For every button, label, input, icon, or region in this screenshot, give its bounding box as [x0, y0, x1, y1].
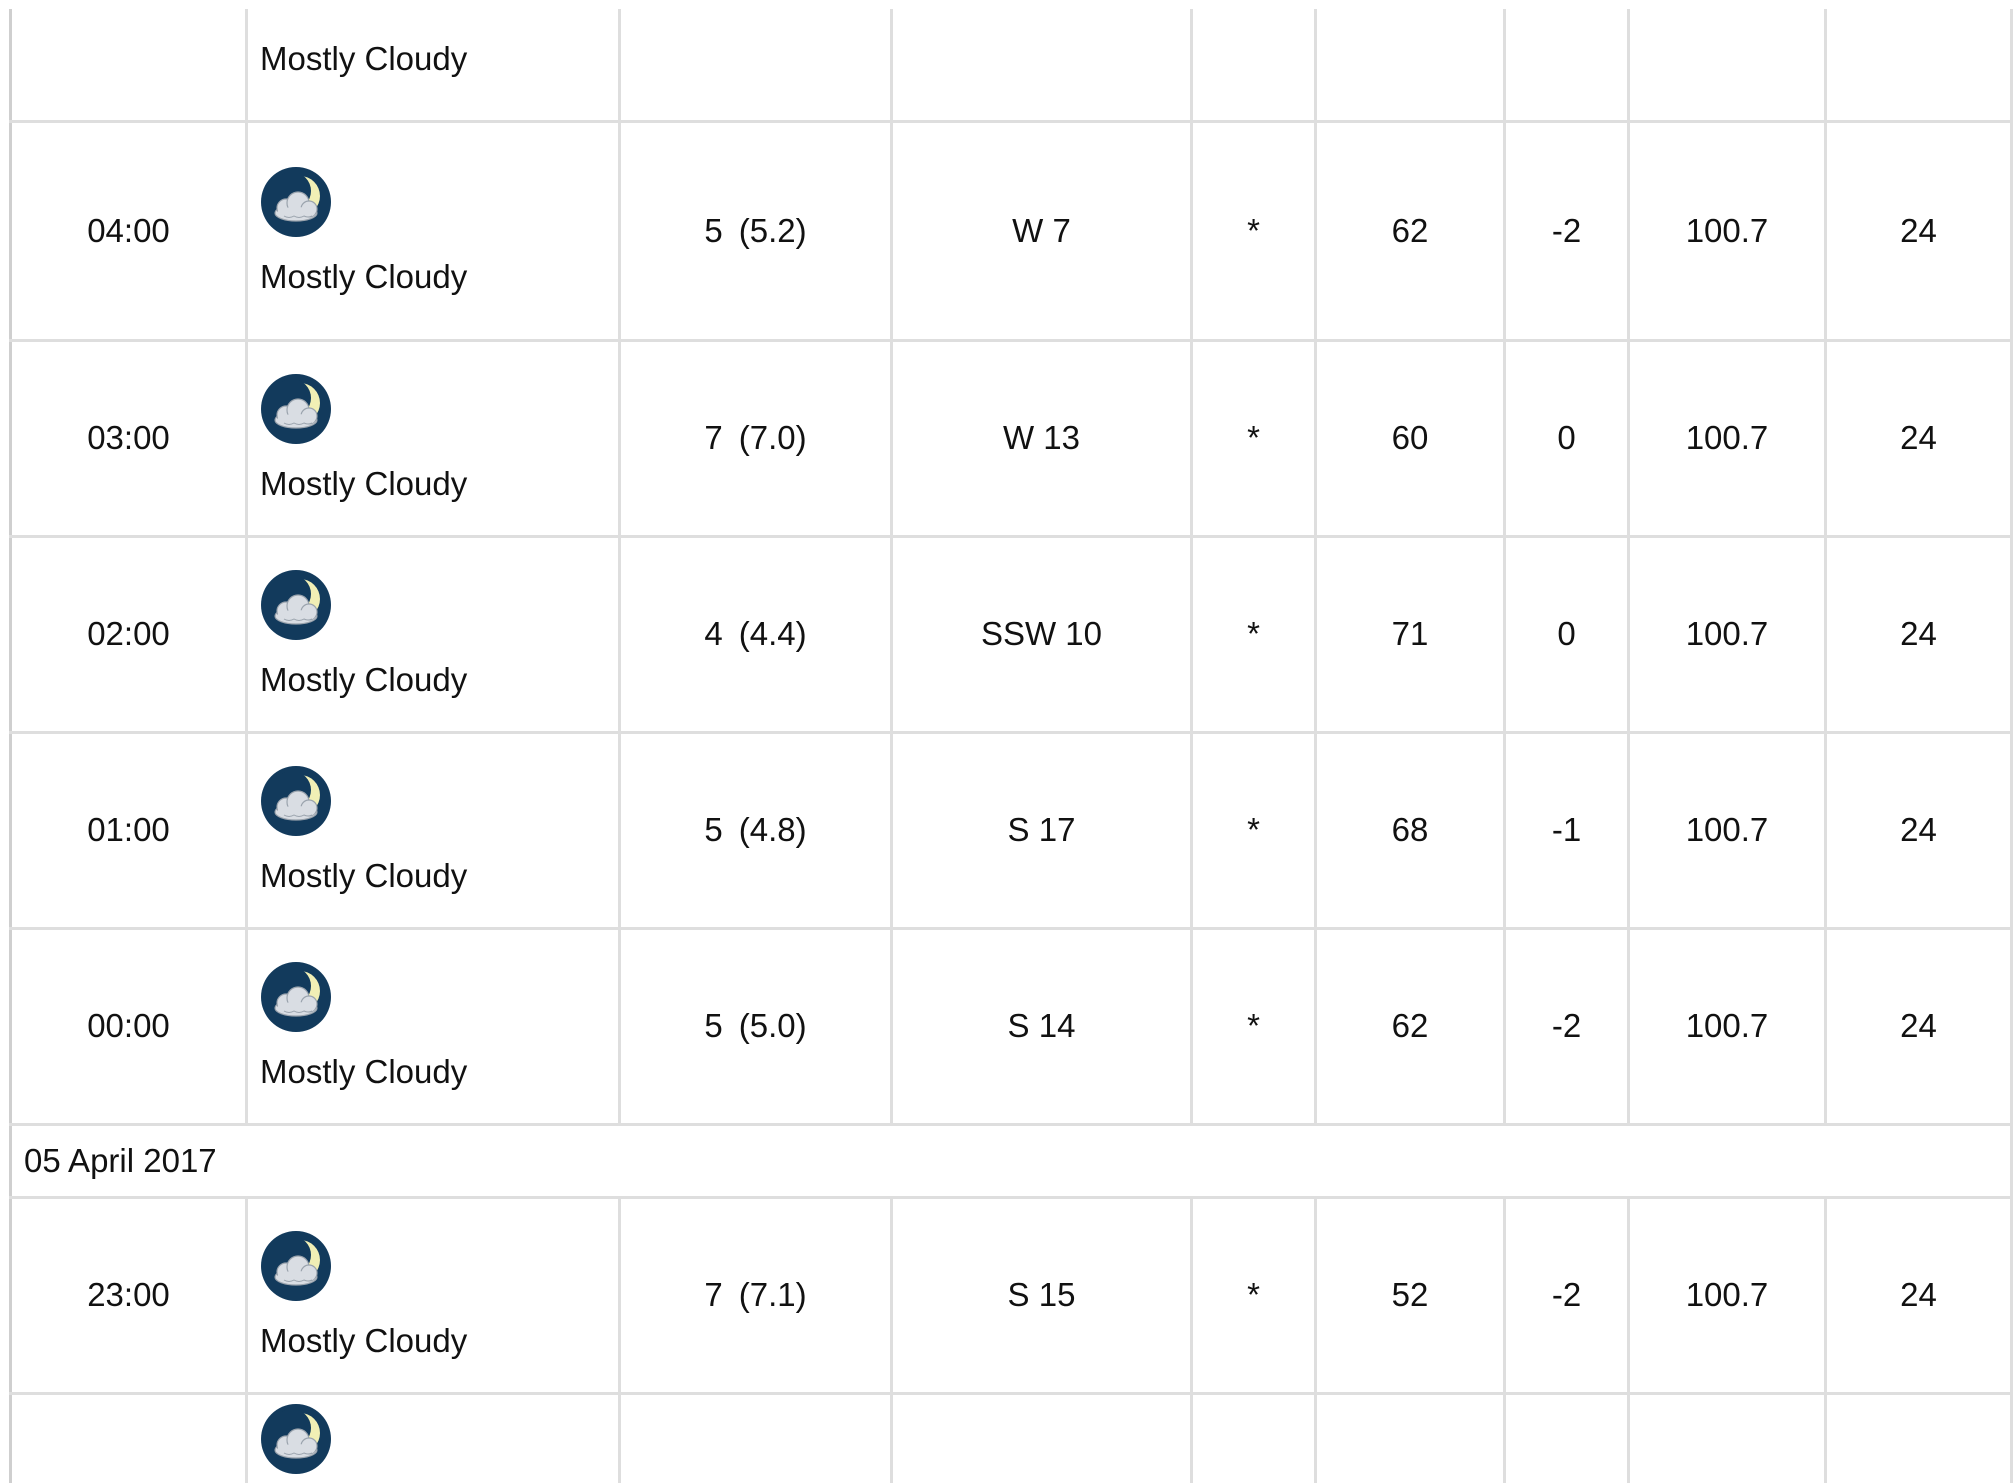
time-cell: 03:00 [11, 340, 247, 536]
visibility-cell: 24 [1826, 121, 2012, 340]
feels-like-value: (7.0) [738, 419, 807, 456]
moon-behind-cloud-icon [260, 961, 332, 1033]
humidity-cell: 62 [1316, 121, 1505, 340]
moon-behind-cloud-icon [260, 1230, 332, 1302]
condition-cell [247, 928, 620, 1124]
dew-point-cell: -2 [1505, 928, 1629, 1124]
precip-cell [1192, 9, 1316, 121]
wind-cell: W 13 [892, 340, 1192, 536]
time-cell: 00:00 [11, 928, 247, 1124]
date-header-row [11, 1124, 2012, 1197]
hourly-weather-table [9, 9, 2013, 1483]
table-row [11, 340, 2012, 536]
dew-point-cell: -1 [1505, 732, 1629, 928]
pressure-cell [1629, 9, 1826, 121]
table-row [11, 9, 2012, 121]
feels-like-value: (4.8) [738, 811, 807, 848]
wind-cell [892, 1393, 1192, 1483]
humidity-cell: 71 [1316, 536, 1505, 732]
moon-behind-cloud-icon [260, 166, 332, 238]
temperature-cell [620, 9, 892, 121]
visibility-cell: 24 [1826, 340, 2012, 536]
dew-point-cell: 0 [1505, 536, 1629, 732]
moon-behind-cloud-icon [260, 1403, 332, 1475]
condition-cell [247, 121, 620, 340]
precip-cell: * [1192, 121, 1316, 340]
moon-behind-cloud-icon [260, 765, 332, 837]
humidity-cell: 62 [1316, 928, 1505, 1124]
temperature-value: 7 [704, 1276, 723, 1313]
wind-cell: SSW 10 [892, 536, 1192, 732]
time-cell: 01:00 [11, 732, 247, 928]
visibility-cell [1826, 9, 2012, 121]
feels-like-value: (5.2) [738, 211, 807, 249]
condition-label: Mostly Cloudy [260, 1053, 468, 1090]
date-header: 05 April 2017 [11, 1124, 2012, 1197]
temperature-cell [620, 1197, 892, 1393]
precip-cell [1192, 1393, 1316, 1483]
wind-cell: W 7 [892, 121, 1192, 340]
humidity-cell [1316, 1393, 1505, 1483]
wind-cell: S 14 [892, 928, 1192, 1124]
temperature-cell [620, 732, 892, 928]
table-row [11, 121, 2012, 340]
precip-cell: * [1192, 732, 1316, 928]
pressure-cell: 100.7 [1629, 340, 1826, 536]
condition-cell [247, 1197, 620, 1393]
pressure-cell: 100.7 [1629, 1197, 1826, 1393]
condition-cell [247, 732, 620, 928]
time-cell: 04:00 [11, 121, 247, 340]
moon-behind-cloud-icon [260, 569, 332, 641]
condition-label: Mostly Cloudy [260, 39, 468, 77]
feels-like-value: (5.0) [738, 1007, 807, 1044]
precip-cell: * [1192, 928, 1316, 1124]
dew-point-cell: -2 [1505, 1197, 1629, 1393]
humidity-cell [1316, 9, 1505, 121]
time-cell: 23:00 [11, 1197, 247, 1393]
wind-cell [892, 9, 1192, 121]
visibility-cell: 24 [1826, 1197, 2012, 1393]
temperature-value: 5 [704, 811, 723, 848]
pressure-cell: 100.7 [1629, 121, 1826, 340]
temperature-cell [620, 121, 892, 340]
time-cell: 02:00 [11, 536, 247, 732]
condition-cell [247, 536, 620, 732]
humidity-cell: 68 [1316, 732, 1505, 928]
table-row [11, 536, 2012, 732]
table-row [11, 732, 2012, 928]
dew-point-cell: 0 [1505, 340, 1629, 536]
temperature-value: 5 [704, 1007, 723, 1044]
dew-point-cell [1505, 9, 1629, 121]
time-cell [11, 1393, 247, 1483]
visibility-cell [1826, 1393, 2012, 1483]
pressure-cell: 100.7 [1629, 536, 1826, 732]
precip-cell: * [1192, 340, 1316, 536]
precip-cell: * [1192, 536, 1316, 732]
dew-point-cell [1505, 1393, 1629, 1483]
temperature-value: 5 [704, 211, 723, 249]
wind-cell: S 17 [892, 732, 1192, 928]
pressure-cell: 100.7 [1629, 732, 1826, 928]
temperature-cell [620, 928, 892, 1124]
condition-cell [247, 340, 620, 536]
temperature-cell [620, 1393, 892, 1483]
table-row [11, 928, 2012, 1124]
visibility-cell: 24 [1826, 536, 2012, 732]
condition-cell [247, 1393, 620, 1483]
feels-like-value: (7.1) [738, 1276, 807, 1313]
feels-like-value: (4.4) [738, 615, 807, 652]
moon-behind-cloud-icon [260, 373, 332, 445]
condition-label: Mostly Cloudy [260, 1322, 468, 1359]
dew-point-cell: -2 [1505, 121, 1629, 340]
condition-label: Mostly Cloudy [260, 857, 468, 894]
visibility-cell: 24 [1826, 732, 2012, 928]
humidity-cell: 60 [1316, 340, 1505, 536]
temperature-cell [620, 536, 892, 732]
table-row [11, 1393, 2012, 1483]
visibility-cell: 24 [1826, 928, 2012, 1124]
condition-cell [247, 9, 620, 121]
humidity-cell: 52 [1316, 1197, 1505, 1393]
condition-label: Mostly Cloudy [260, 661, 468, 698]
temperature-value: 7 [704, 419, 723, 456]
table-row [11, 1197, 2012, 1393]
time-cell [11, 9, 247, 121]
precip-cell: * [1192, 1197, 1316, 1393]
condition-label: Mostly Cloudy [260, 257, 468, 295]
condition-label: Mostly Cloudy [260, 465, 468, 502]
wind-cell: S 15 [892, 1197, 1192, 1393]
pressure-cell [1629, 1393, 1826, 1483]
temperature-value: 4 [704, 615, 723, 652]
temperature-cell [620, 340, 892, 536]
pressure-cell: 100.7 [1629, 928, 1826, 1124]
